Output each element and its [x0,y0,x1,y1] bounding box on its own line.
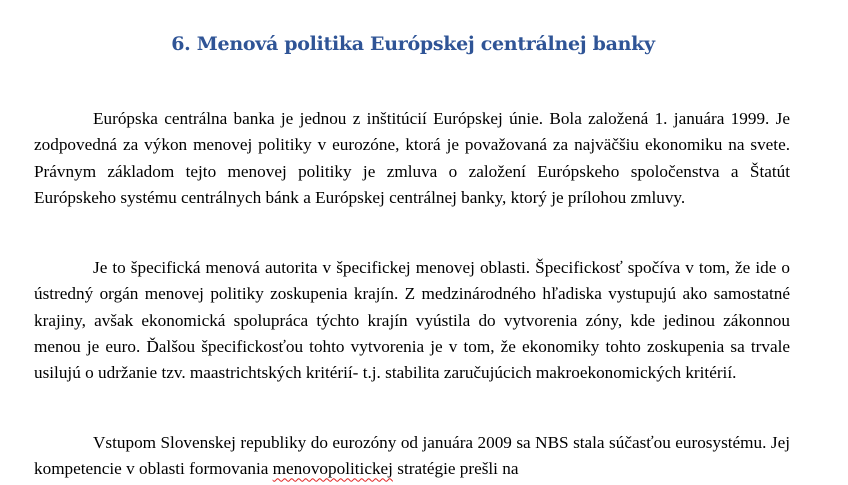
paragraph-ecb-intro: Európska centrálna banka je jednou z inštitúcií Európskej únie. Bola založená 1. januára 1999. Je zodpovedná za výkon menovej politiky v eurozóne, ktorá je považovaná za najväčšiu ekonomiku na svete. Právnym základom tejto menovej politiky je zmluva o založení Európskeho spoločenstva a Štatút Európskeho systému centrálnych bánk a Európskej centrálnej banky, ktorý je prílohou zmluvy. [34,109,790,207]
misspelled-word[interactable]: menovopolitickej [272,459,393,479]
section-heading: 6. Menová politika Európskej centrálnej banky [171,33,655,55]
paragraph-slovakia-eurozone [34,430,790,483]
paragraph-ecb-specifics: Je to špecifická menová autorita v špecifickej menovej oblasti. Špecifickosť spočíva v tom, že ide o ústredný orgán menovej politiky zoskupenia krajín. Z medzinárodného hľadiska vystupujú ako samostatné krajiny, avšak ekonomická spolupráca týchto krajín vyústila do vytvorenia zóny, kde jedinou zákonnou menou je euro. Ďalšou špecifickosťou tohto vytvorenia je v tom, že ekonomiky tohto zoskupenia sa trvale usilujú o udržanie tzv. maastrichtských kritérií- t.j. stabilita zaručujúcich makroekonomických kritérií. [34,258,790,383]
paragraph-text-before: Vstupom Slovenskej republiky do eurozóny od januára 2009 sa NBS stala súčasťou eurosystému. Jej kompetencie v oblasti formovania [34,433,790,479]
paragraph-text-after: stratégie prešli na [392,459,519,479]
